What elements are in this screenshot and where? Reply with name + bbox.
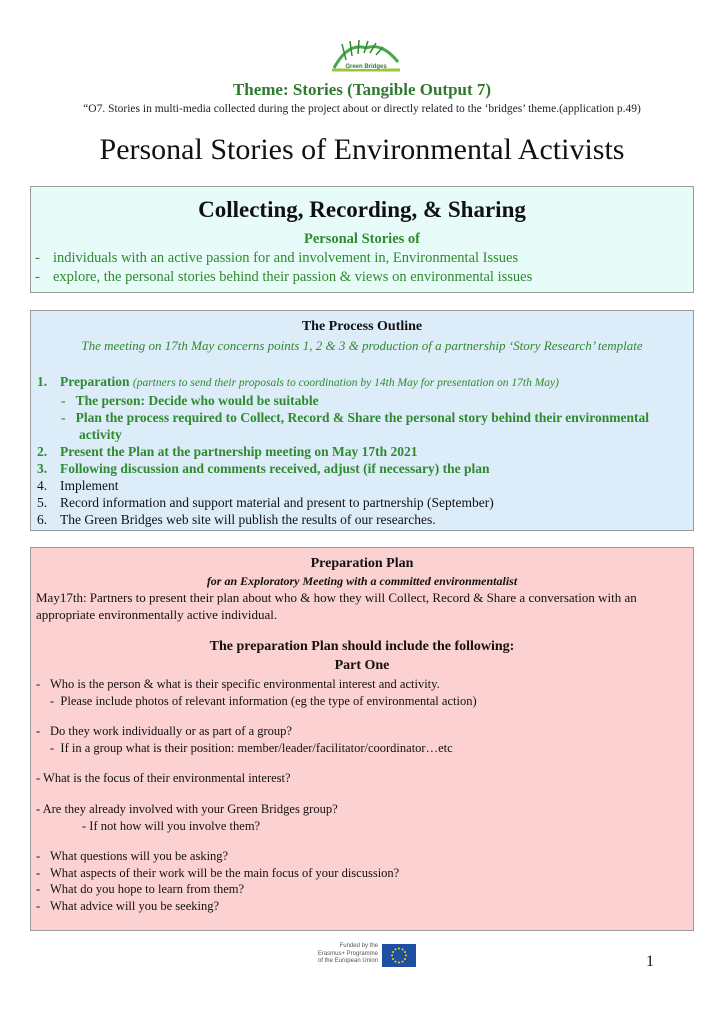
green-bridges-logo (328, 38, 404, 76)
process-title: The Process Outline (301, 319, 423, 334)
part-one-heading: Part One (334, 658, 390, 673)
theme-heading: Theme: Stories (Tangible Output 7) (232, 80, 492, 99)
preparation-plan-box (30, 547, 694, 931)
collecting-title: Collecting, Recording, & Sharing (198, 197, 526, 222)
question-group (36, 801, 688, 834)
svg-text:Green Bridges: Green Bridges (345, 64, 387, 70)
question-group (36, 770, 688, 787)
process-step: 2. Present the Plan at the partnership meeting on May 17th 2021 (37, 444, 418, 459)
process-step: 1. Preparation (partners to send their proposals to coordination by 14th May for presentation on 17th May) - The person: Decide who would be suitable - Plan the process required to Collect, Record & Share the personal story behind their environmental activity (37, 373, 687, 443)
question: - Who is the person & what is their specific environmental interest and activity. (36, 677, 440, 691)
process-steps (37, 373, 687, 528)
eu-flag-icon (382, 944, 416, 967)
question-sub: - If in a group what is their position: member/leader/facilitator/coordinator…etc (50, 740, 453, 755)
list-item: - explore, the personal stories behind their passion & views on environmental issues (35, 269, 533, 285)
question-group (36, 676, 688, 709)
question: - What advice will you be seeking? (36, 898, 220, 913)
theme-description: “O7. Stories in multi-media collected during the project about or directly related to the ‘bridges’ theme.(application p.49) (83, 103, 641, 115)
list-item: - individuals with an active passion for and involvement in, Environmental Issues (35, 250, 519, 266)
include-heading: The preparation Plan should include the following: (209, 639, 515, 654)
preparation-substeps (37, 392, 687, 443)
preparation-subtitle: for an Exploratory Meeting with a committed environmentalist (206, 574, 518, 588)
question-group (36, 723, 688, 756)
collecting-subtitle: Personal Stories of (304, 231, 420, 247)
collecting-list (35, 249, 689, 287)
question-sub: - Please include photos of relevant information (eg the type of environmental action) (50, 693, 477, 708)
final-questions (36, 848, 688, 914)
process-outline-box (30, 310, 694, 531)
page-title: Personal Stories of Environmental Activists (99, 133, 625, 166)
preparation-intro: May17th: Partners to present their plan about who & how they will Collect, Record & Share a conversation with an appropriate environmentally active individual. (36, 590, 637, 622)
process-step: 5. Record information and support material and present to partnership (September) (37, 495, 494, 510)
question: - What questions will you be asking? (36, 849, 229, 863)
process-subtitle: The meeting on 17th May concerns points 1, 2 & 3 & production of a partnership ‘Story Research’ template (81, 338, 643, 353)
preparation-title: Preparation Plan (310, 556, 414, 571)
process-step: 4. Implement (37, 478, 119, 493)
substep: - The person: Decide who would be suitable (61, 393, 319, 408)
question: - Are they already involved with your Green Bridges group? (36, 802, 338, 816)
eu-funding-badge (300, 943, 418, 969)
question: - What do you hope to learn from them? (36, 882, 245, 896)
question: - What aspects of their work will be the main focus of your discussion? (36, 865, 400, 880)
process-step: 3. Following discussion and comments received, adjust (if necessary) the plan (37, 461, 490, 476)
question: - Do they work individually or as part of a group? (36, 724, 292, 738)
question: - What is the focus of their environmental interest? (36, 771, 291, 785)
substep: - Plan the process required to Collect, Record & Share the personal story behind their environmental activity (61, 410, 649, 442)
collecting-box (30, 186, 694, 293)
funding-text: Funded by the Erasmus+ Programme of the European Union (317, 943, 378, 964)
process-step: 6. The Green Bridges web site will publish the results of our researches. (37, 512, 436, 527)
page-number: 1 (646, 953, 654, 970)
question-sub: - If not how will you involve them? (82, 818, 261, 833)
